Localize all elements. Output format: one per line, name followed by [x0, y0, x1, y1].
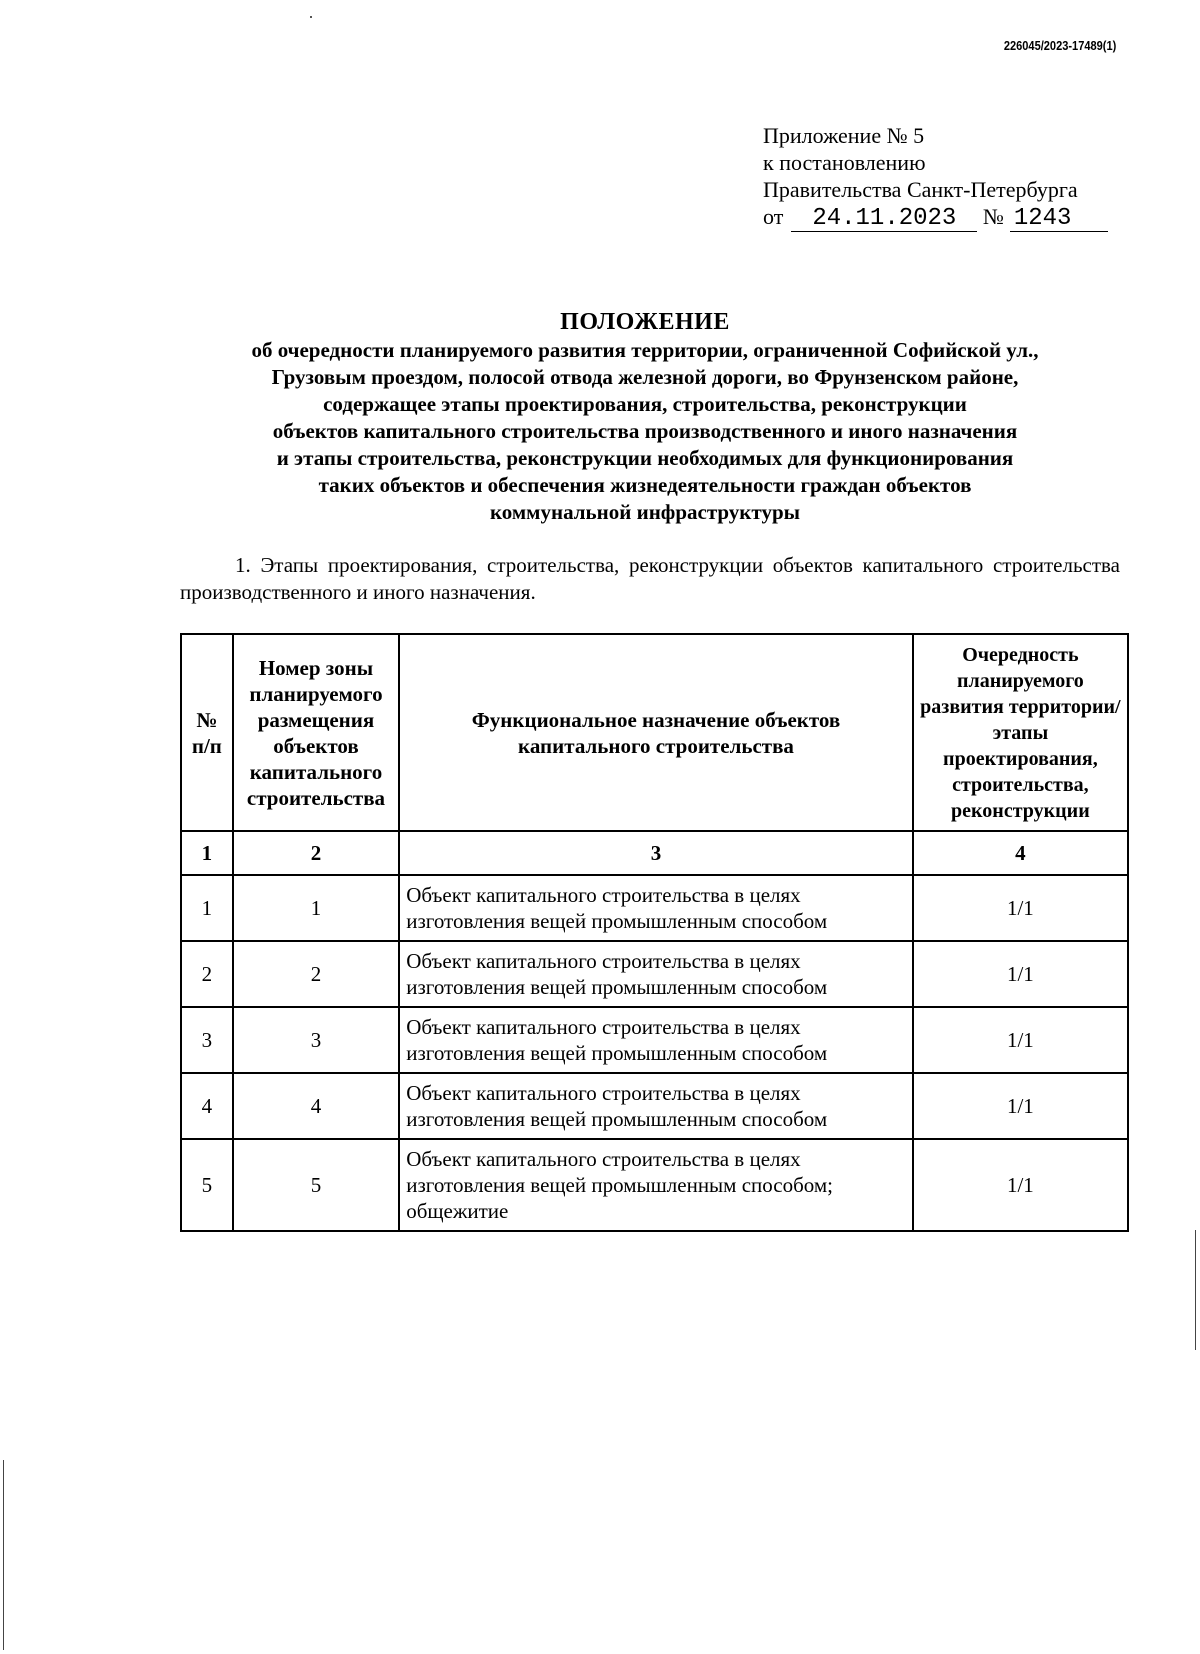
purpose-cell: Объект капитального строительства в целях изготовления вещей промышленным способом [399, 875, 913, 941]
column-number: 2 [233, 831, 399, 875]
title-subline-2: Грузовым проездом, полосой отвода железной дороги, во Фрунзенском районе, [271, 365, 1019, 389]
section-paragraph: 1. Этапы проектирования, строительства, реконструкции объектов капитального строительства производственного и иного назначения. [180, 553, 1120, 604]
purpose-cell: Объект капитального строительства в целях изготовления вещей промышленным способом; общежитие [399, 1139, 913, 1231]
row-number: 4 [181, 1073, 233, 1139]
header-zone: Номер зоны планируемого размещения объектов капитального строительства [233, 634, 399, 831]
purpose-cell: Объект капитального строительства в целях изготовления вещей промышленным способом [399, 1007, 913, 1073]
order-cell: 1/1 [913, 875, 1128, 941]
from-label: от [763, 204, 784, 229]
header-order: Очередность планируемого развития территории/этапы проектирования, строительства, реконструкции [913, 634, 1128, 831]
scan-speck [310, 16, 312, 18]
table-row [181, 1007, 1128, 1073]
stages-table [180, 633, 1129, 1232]
title-subline-3: содержащее этапы проектирования, строительства, реконструкции [323, 392, 967, 416]
order-cell: 1/1 [913, 1073, 1128, 1139]
document-title: ПОЛОЖЕНИЕ [560, 309, 730, 335]
table-row [181, 941, 1128, 1007]
document-registration-number: 226045/2023-17489(1) [1003, 38, 1116, 53]
zone-number: 3 [233, 1007, 399, 1073]
zone-number: 5 [233, 1139, 399, 1231]
zone-number: 4 [233, 1073, 399, 1139]
title-block [160, 307, 1130, 526]
decree-date: 24.11.2023 [791, 207, 977, 232]
appendix-line-1: Приложение № 5 [763, 123, 925, 148]
header-number: № п/п [181, 634, 233, 831]
zone-number: 2 [233, 941, 399, 1007]
order-cell: 1/1 [913, 941, 1128, 1007]
title-subline-7: коммунальной инфраструктуры [489, 500, 801, 524]
column-number: 3 [399, 831, 913, 875]
scan-edge-mark-left [3, 1460, 4, 1650]
title-subline-6: таких объектов и обеспечения жизнедеятельности граждан объектов [318, 473, 972, 497]
scan-edge-mark-right [1195, 1230, 1196, 1350]
column-number: 4 [913, 831, 1128, 875]
decree-number: 1243 [1010, 207, 1108, 232]
row-number: 3 [181, 1007, 233, 1073]
zone-number: 1 [233, 875, 399, 941]
column-number: 1 [181, 831, 233, 875]
purpose-cell: Объект капитального строительства в целях изготовления вещей промышленным способом [399, 941, 913, 1007]
order-cell: 1/1 [913, 1007, 1128, 1073]
appendix-block [763, 122, 1108, 232]
row-number: 2 [181, 941, 233, 1007]
header-purpose: Функциональное назначение объектов капитального строительства [399, 634, 913, 831]
order-cell: 1/1 [913, 1139, 1128, 1231]
row-number: 5 [181, 1139, 233, 1231]
table-row [181, 1073, 1128, 1139]
title-subline-5: и этапы строительства, реконструкции необходимых для функционирования [276, 446, 1014, 470]
title-subline-4: объектов капитального строительства производственного и иного назначения [272, 419, 1018, 443]
number-label: № [982, 204, 1004, 229]
appendix-line-3: Правительства Санкт-Петербурга [763, 177, 1078, 202]
table-header-row [181, 634, 1128, 831]
table-row [181, 875, 1128, 941]
purpose-cell: Объект капитального строительства в целях изготовления вещей промышленным способом [399, 1073, 913, 1139]
title-subline-1: об очередности планируемого развития территории, ограниченной Софийской ул., [251, 338, 1039, 362]
column-number-row [181, 831, 1128, 875]
table-row [181, 1139, 1128, 1231]
row-number: 1 [181, 875, 233, 941]
appendix-date-line [763, 203, 1108, 232]
appendix-line-2: к постановлению [763, 150, 926, 175]
